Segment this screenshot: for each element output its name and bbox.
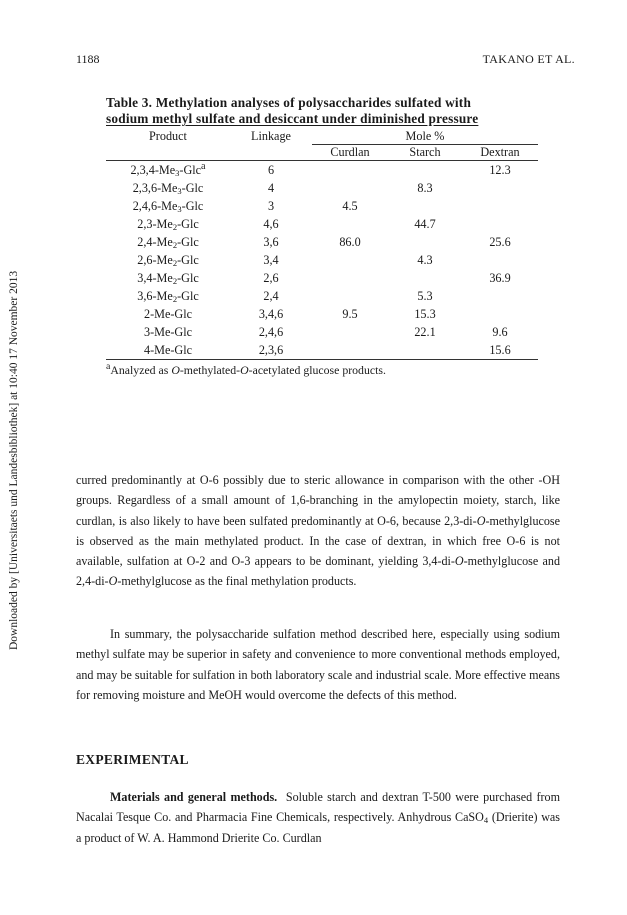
table-title: [106, 95, 538, 127]
cell-product: $3,4-Me_2$-Glc: [137, 270, 199, 286]
header-curdlan: Curdlan: [312, 145, 388, 161]
table-footnote: $^a$Analyzed as O-methylated-O-acetylated glucose products.: [106, 361, 386, 377]
paragraph-discussion: curred predominantly at O-6 possibly due to steric allowance in comparison with the other -OH groups. Regardless of a small amount of 1,6-branching in the amylopectin moiety, starch, like curdlan, is also likely to have been sulfated predominantly at O-6, because 2,3-di-O-methylglucose is observed as the main methylated product. In the case of dextran, in which free O-6 is not available, sulfation at O-2 and O-3 appears to be dominant, yielding 3,4-di-O-methylglucose and 2,4-di-O-methylglucose as the final methylation products.: [76, 473, 560, 589]
table-row: [106, 251, 538, 269]
cell-starch: 8.3: [417, 180, 433, 195]
cell-curdlan: [312, 287, 388, 305]
cell-curdlan: [312, 251, 388, 269]
cell-linkage: 3,6: [263, 234, 279, 249]
cell-linkage: 4: [267, 180, 275, 195]
cell-dextran: [462, 215, 538, 233]
header-blank-linkage: [230, 145, 312, 161]
table-3: [106, 95, 538, 378]
table-row: [106, 179, 538, 197]
cell-linkage: 4,6: [263, 216, 279, 231]
cell-product: $2,3,6-Me_3$-Glc: [132, 180, 204, 196]
cell-linkage: 3,4,6: [258, 306, 284, 321]
cell-starch: [388, 341, 462, 360]
cell-linkage: 3: [267, 198, 275, 213]
cell-starch: 4.3: [417, 252, 433, 267]
paragraph-materials-text: Soluble starch and dextran T-500 were purchased from Nacalai Tesque Co. and Pharmacia Fine Chemicals, respectively. Anhydrous CaSO$_4$ (Drierite) was a product of W. A. Hammond Drierite Co. Curdlan: [76, 790, 561, 845]
header-mole-percent: Mole %: [312, 129, 538, 145]
cell-linkage: 2,3,6: [230, 341, 312, 360]
cell-starch: [388, 269, 462, 287]
cell-product: $3,6-Me_2$-Glc: [137, 288, 199, 304]
cell-product: $2,4,6-Me_3$-Glc: [132, 198, 204, 214]
table-title-line-2: sodium methyl sulfate and desiccant under diminished pressure: [106, 111, 479, 126]
cell-linkage: 2,6: [263, 270, 279, 285]
running-head: TAKANO ET AL.: [482, 52, 575, 66]
cell-curdlan: 86.0: [339, 234, 361, 249]
cell-curdlan: [312, 341, 388, 360]
paragraph-summary: In summary, the polysaccharide sulfation method described here, especially using sodium methyl sulfate may be superior in safety and convenience to more conventional methods employed, and may be suitable for sulfation in both laboratory scale and industrial scale. More effective means for removing moisture and MeOH would overcome the defects of this method.: [76, 627, 560, 702]
cell-starch: [388, 197, 462, 215]
table-row: [106, 215, 538, 233]
table-row: [106, 341, 538, 360]
cell-product: 3-Me-Glc: [143, 324, 193, 339]
header-dextran: Dextran: [462, 145, 538, 161]
cell-product: $2,4-Me_2$-Glc: [137, 234, 199, 250]
cell-product: 2-Me-Glc: [143, 306, 193, 321]
cell-curdlan: 9.5: [342, 306, 358, 321]
cell-curdlan: [312, 269, 388, 287]
cell-starch: 5.3: [417, 288, 433, 303]
cell-starch: 15.3: [414, 306, 436, 321]
paragraph-materials: [76, 787, 560, 848]
cell-starch: 44.7: [414, 216, 436, 231]
download-watermark: Downloaded by [Universitaets und Landesbibliothek] at 10:40 17 November 2013: [8, 270, 20, 650]
cell-dextran: 9.6: [492, 324, 508, 339]
cell-curdlan: 4.5: [342, 198, 358, 213]
cell-dextran: [462, 251, 538, 269]
table-body: [106, 161, 538, 360]
cell-starch: 22.1: [414, 324, 436, 339]
table-title-line-1: Table 3. Methylation analyses of polysaccharides sulfated with: [106, 95, 472, 110]
table-row: [106, 233, 538, 251]
cell-curdlan: [312, 161, 388, 180]
header-starch: Starch: [388, 145, 462, 161]
page-number: 1188: [76, 52, 100, 66]
cell-dextran: 12.3: [489, 162, 511, 177]
cell-starch: [388, 233, 462, 251]
cell-linkage: 3,4: [263, 252, 279, 267]
table-row: [106, 323, 538, 341]
header-blank-product: [106, 145, 230, 161]
cell-dextran: [462, 197, 538, 215]
header-linkage: Linkage: [251, 129, 291, 144]
cell-product: 4-Me-Glc: [106, 341, 230, 360]
cell-dextran: [462, 305, 538, 323]
cell-curdlan: [312, 215, 388, 233]
section-heading-experimental: EXPERIMENTAL: [76, 752, 189, 767]
cell-linkage: 6: [267, 162, 275, 177]
table-row: [106, 161, 538, 180]
cell-linkage: 2,4,6: [258, 324, 284, 339]
header-product: Product: [149, 129, 187, 144]
cell-dextran: 25.6: [489, 234, 511, 249]
cell-product: $2,3,4-Me_3-Glc^a$: [130, 161, 206, 179]
cell-product: $2,3-Me_2$-Glc: [137, 216, 199, 232]
methylation-table: [106, 129, 538, 360]
cell-dextran: [462, 179, 538, 197]
cell-starch: [388, 161, 462, 180]
table-row: [106, 287, 538, 305]
table-row: [106, 197, 538, 215]
table-row: [106, 269, 538, 287]
table-row: [106, 305, 538, 323]
cell-dextran: [462, 287, 538, 305]
cell-dextran: 36.9: [489, 270, 511, 285]
cell-curdlan: [312, 323, 388, 341]
cell-product: $2,6-Me_2$-Glc: [137, 252, 199, 268]
cell-linkage: 2,4: [263, 288, 279, 303]
runin-heading: Materials and general methods.: [110, 790, 278, 804]
cell-dextran: 15.6: [462, 341, 538, 360]
cell-curdlan: [312, 179, 388, 197]
